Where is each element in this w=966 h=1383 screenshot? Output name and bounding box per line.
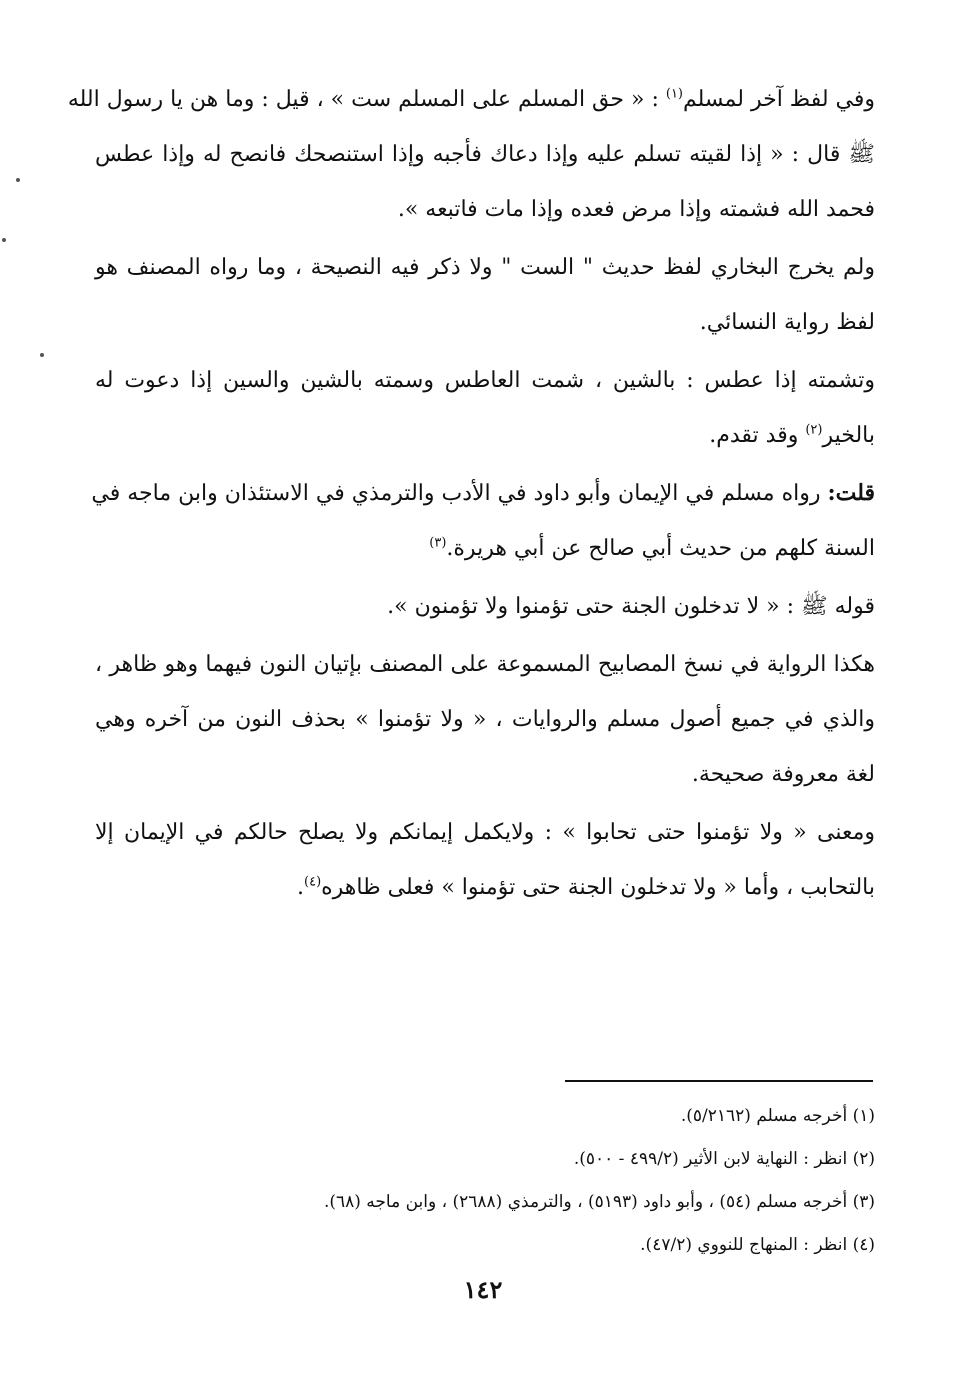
text: السنة كلهم من حديث أبي صالح عن أبي هريرة. [446, 536, 875, 561]
paragraph-3 [95, 353, 875, 463]
footnote-ref-1[interactable]: (١) [665, 86, 683, 102]
scan-speck [16, 178, 20, 182]
paragraph-1 [67, 72, 875, 237]
line [95, 408, 875, 463]
line: هكذا الرواية في نسخ المصابيح المسموعة على المصنف بإتيان النون فيهما وهو ظاهر ، [95, 652, 875, 677]
line [95, 521, 875, 576]
line: لغة معروفة صحيحة. [691, 762, 875, 787]
page-body [67, 72, 875, 918]
footnote-3: (٣) أخرجه مسلم (٥٤) ، وأبو داود (٥١٩٣) ، والترمذي (٢٦٨٨) ، وابن ماجه (٦٨). [323, 1192, 875, 1212]
scan-speck [2, 238, 6, 242]
line: ولم يخرج البخاري لفظ حديث " الست " ولا ذكر فيه النصيحة ، وما رواه المصنف هو [95, 255, 875, 280]
paragraph-5 [95, 579, 875, 634]
footnote-ref-2[interactable]: (٢) [805, 422, 823, 438]
text: بالخير [822, 423, 875, 448]
text: وقد تقدم. [709, 423, 806, 448]
text: . [297, 875, 304, 900]
paragraph-6 [95, 637, 875, 802]
scan-speck [40, 353, 44, 357]
footnote-ref-4[interactable]: (٤) [304, 874, 322, 890]
footnote-ref-3[interactable]: (٣) [429, 535, 447, 551]
footnote-divider [565, 1080, 873, 1082]
line: والذي في جميع أصول مسلم والروايات ، « ولا تؤمنوا » بحذف النون من آخره وهي [95, 707, 875, 732]
text: رواه مسلم في الإيمان وأبو داود في الأدب والترمذي في الاستئذان وابن ماجه في [91, 481, 828, 506]
line: ﷺ قال : « إذا لقيته تسلم عليه وإذا دعاك فأجبه وإذا استنصحك فانصح له وإذا عطس [95, 142, 875, 167]
line: قوله ﷺ : « لا تدخلون الجنة حتى تؤمنوا ولا تؤمنون ». [387, 594, 875, 619]
line: فحمد الله فشمته وإذا مرض فعده وإذا مات فاتبعه ». [397, 197, 875, 222]
paragraph-7 [95, 805, 875, 915]
page-number: ١٤٢ [463, 1275, 503, 1304]
line [67, 72, 875, 127]
footnote-2: (٢) انظر : النهاية لابن الأثير (٤٩٩/٢ - ٥٠٠). [573, 1149, 875, 1169]
footnotes [240, 1095, 875, 1267]
line: لفظ رواية النسائي. [699, 310, 875, 335]
line [95, 860, 875, 915]
line: ومعنى « ولا تؤمنوا حتى تحابوا » : ولايكمل إيمانكم ولا يصلح حالكم في الإيمان إلا [95, 820, 875, 845]
line [91, 466, 875, 521]
qultu-label: قلت: [827, 480, 875, 506]
paragraph-4 [91, 466, 875, 576]
text: وفي لفظ آخر لمسلم [683, 87, 875, 112]
text: بالتحابب ، وأما « ولا تدخلون الجنة حتى تؤمنوا » فعلى ظاهره [321, 875, 875, 900]
text: : « حق المسلم على المسلم ست » ، قيل : وما هن يا رسول الله [67, 87, 659, 112]
footnote-1: (١) أخرجه مسلم (٥/٢١٦٢). [680, 1106, 875, 1126]
footnote-4: (٤) انظر : المنهاج للنووي (٤٧/٢). [640, 1235, 875, 1255]
line: وتشمته إذا عطس : بالشين ، شمت العاطس وسمته بالشين والسين إذا دعوت له [95, 368, 875, 393]
paragraph-2 [95, 240, 875, 350]
